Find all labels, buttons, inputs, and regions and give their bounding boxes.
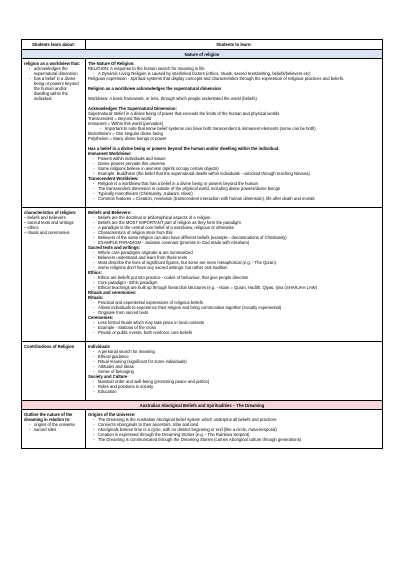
table-row — [22, 59, 382, 208]
subheading: Has a belief in a divine being or powers beyond the human and/or dwelling within the individual: — [88, 145, 280, 151]
text-line: Transcendent = Beyond this world — [88, 115, 152, 121]
subheading: Beliefs and Believers: — [88, 209, 132, 215]
list-item: - Where core paradigms originate & are summarized — [98, 250, 380, 255]
bullet-list — [88, 320, 380, 335]
row-right-cell — [86, 208, 382, 341]
list-item: - A Dynamic Living Religion is caused by interlinked factors (ethics, rituals, sacred texts/writing, beliefs/believers etc) — [98, 71, 380, 76]
list-item: - Aboriginals believe time is a cycle, with no distinct beginning or end (like a circle, meta-temporal) — [98, 427, 380, 432]
list-item: - The transcendent dimension is outside of the physical world, including divine powers/divine beings — [98, 186, 380, 191]
list-item: - Some religions don't have any sacred writings: but rather oral tradition — [98, 265, 380, 270]
list-item: - EXAMPLE PARADIGM - Judaism covenant (promise to God made with Abraham) — [98, 240, 380, 245]
list-item: - Maintain order and well-being (promoting peace and justice) — [98, 379, 380, 384]
list-item: - has a belief in a divine being or powers beyond the human and/or dwelling within the individual — [34, 76, 83, 101]
list-item: - Core paradigm - Ethic paradigm — [98, 280, 380, 285]
list-item: - Ritual meaning (significant for some individuals) — [98, 359, 380, 364]
bullet-list — [88, 349, 380, 374]
list-item: - Believers of the same religion can also have different beliefs (example - denominations of Christianity) — [98, 235, 380, 240]
subheading: Rituals: — [88, 294, 104, 300]
table-row — [22, 208, 382, 342]
list-item: - Beliefs are the MOST IMPORTANT part of religion as they form the paradigm — [98, 220, 380, 225]
subheading: Ceremonies: — [88, 314, 114, 320]
row-left-cell — [22, 208, 86, 341]
bullet-list — [88, 156, 380, 176]
subheading: Acknowledges The Supernatural Dimension: — [88, 105, 177, 111]
bullet-list — [88, 275, 380, 290]
row-right-cell — [86, 59, 382, 207]
list-item: - origins of the universe — [34, 422, 83, 427]
text-line: Supernatural: Belief in a divine being of power that exceeds the limits of the human and physical worlds — [88, 110, 280, 116]
bullet-list — [88, 71, 380, 76]
list-item: – beliefs and believers — [24, 214, 66, 220]
list-item: - Some religions believe in animism (spirits occupy certain objects) — [98, 166, 380, 171]
row-left-cell — [22, 342, 86, 400]
list-item: - acknowledges the supernatural dimension — [34, 66, 83, 76]
row-left-title: characteristics of religion: — [24, 209, 77, 215]
subheading: Ethics: — [88, 269, 102, 275]
row-left-title: Contributions of Religion — [24, 343, 75, 349]
list-item: – ethics — [24, 224, 39, 230]
subheading: Origins of the Universe: — [88, 411, 136, 417]
section-row-nature — [22, 50, 382, 59]
subheading: Rituals and ceremonies: — [88, 289, 137, 295]
row-left-title: Outline the nature of the dreaming in relation to: — [24, 411, 73, 422]
text-line: RELIGION: A response to the human search for meaning in life — [88, 65, 205, 71]
list-item: - Most describe the lives of significant figures, but some are more metaphorical (e.g. - The Quran) — [98, 260, 380, 265]
list-item: - Ethics are beliefs put into practice - codes of behaviour, that give people direction — [98, 275, 380, 280]
bullet-list — [88, 300, 380, 315]
list-item: - Education — [98, 389, 380, 394]
subheading: Immanent Worldview: — [88, 150, 132, 156]
bullet-list — [88, 417, 380, 442]
text-line: Immanent = Within this world (pervades) — [88, 120, 164, 126]
list-item: - Believers understand and learn from these texts — [98, 255, 380, 260]
row-right-cell — [86, 342, 382, 400]
row-left-list — [24, 422, 83, 432]
list-item: - Practical and experiential expressions of religious beliefs — [98, 300, 380, 305]
bullet-list — [88, 379, 380, 394]
list-item: - Roles and positions in society — [98, 384, 380, 389]
list-item: - Example - Stations of the cross — [98, 325, 380, 330]
list-item: - A paradigm is the central core belief of a worldview, religious or otherwise — [98, 225, 380, 230]
text-line: Monotheism = One singular divine being — [88, 130, 163, 136]
list-item: - Sense of belonging — [98, 369, 380, 374]
row-left-cell — [22, 410, 86, 448]
subheading: Religion as a worldview acknowledges the supernatural dimension — [88, 85, 222, 91]
row-right-cell — [86, 410, 382, 448]
list-item: – sacred texts and writings — [24, 219, 74, 225]
subheading: Society and Culture — [88, 373, 128, 379]
list-item: - Ethical teachings are built up through hierarchal structures (e.g. - Islam = Quran, Hadith, Qiyas, Ijma (SHARJAH LAW) — [98, 285, 380, 290]
section-aboriginal-beliefs: Australian Aboriginal Beliefs and Spiritualities – The Dreaming — [22, 401, 382, 409]
bullet-list — [88, 126, 380, 131]
header-learn-to: Students to learn: — [216, 42, 252, 47]
list-item: - Characteristics of religion stem from this — [98, 230, 380, 235]
section-row-aboriginal — [22, 401, 382, 410]
list-item: - Connects Aboriginals to their ancestors, tribe and land — [98, 422, 380, 427]
list-item: - The Dreaming is communicated through the Dreaming Stories (carries Aboriginal culture through generations) — [98, 437, 380, 442]
text-line: Polytheism = Many divine beings or power — [88, 135, 167, 141]
row-left-title: religion as a worldview that: — [24, 60, 81, 66]
list-item: - Common features = Creation, revelation (transcendent interaction with human dimension), life after death and morals — [98, 196, 380, 201]
list-item: - Typically monotheism (Christianity, Judaism, Islam) — [98, 191, 380, 196]
subheading: Individuals — [88, 343, 110, 349]
bullet-list — [88, 181, 380, 201]
row-left-list — [24, 66, 83, 101]
list-item: - Beliefs are the doctrinal or philosophical aspects of a religion — [98, 215, 380, 220]
list-item: - Attitudes and Ideas — [98, 364, 380, 369]
subheading: Transcendent Worldview: — [88, 175, 139, 181]
list-item: - Religion is a worldview that has a belief in a divine being or powers beyond the human — [98, 181, 380, 186]
list-item: - Divine powers pervade this universe — [98, 161, 380, 166]
list-item: - Creation is expressed through the Dreaming Stories (e.g. - The Rainbow Serpent) — [98, 432, 380, 437]
list-item: – rituals and ceremonies — [24, 229, 70, 235]
list-item: - The Dreaming is the Australian Aboriginal belief system which underpins all beliefs and practices — [98, 417, 380, 422]
list-item: - Powers within individuals and nature — [98, 156, 380, 161]
row-left-cell — [22, 59, 86, 207]
bullet-list — [88, 215, 380, 245]
text-line: Worldview: A basic framework, or lens, through which people understand the world (beliefs) — [88, 95, 257, 101]
list-item: - Example: Buddhism (the belief that the supernatural dwells within individuals - unlocked through reaching Nirvana) — [98, 171, 380, 176]
subheading: The Nature Of Religion: — [88, 60, 135, 66]
bullet-list — [88, 250, 380, 270]
table-row — [22, 410, 382, 448]
text-line: Religious expression - Spiritual systems that display concepts and characteristics through the expression of religious practices and beliefs. — [88, 75, 345, 81]
list-item: - Private or public events, both reinforce core beliefs — [98, 330, 380, 335]
table-row — [22, 342, 382, 401]
section-nature-of-religion: Nature of religion — [22, 50, 382, 58]
list-item: - A personal search for meaning — [98, 349, 380, 354]
list-item: - Important to note that some belief systems can have both transcendent & immanent elements (some can be both) — [105, 126, 380, 131]
table-header-row — [22, 40, 382, 50]
notes-table — [21, 39, 383, 449]
header-learn-about: Students learn about: — [22, 40, 86, 49]
list-item: - Allows individuals to experience their religion and bring communities together (socially experiential) — [98, 305, 380, 310]
list-item: - Less formal rituals which may take place in local contexts — [98, 320, 380, 325]
list-item: - Originate from sacred texts — [98, 310, 380, 315]
list-item: - Ethical guidance — [98, 354, 380, 359]
subheading: Sacred texts and writings: — [88, 244, 141, 250]
list-item: - sacred sites — [34, 427, 83, 432]
